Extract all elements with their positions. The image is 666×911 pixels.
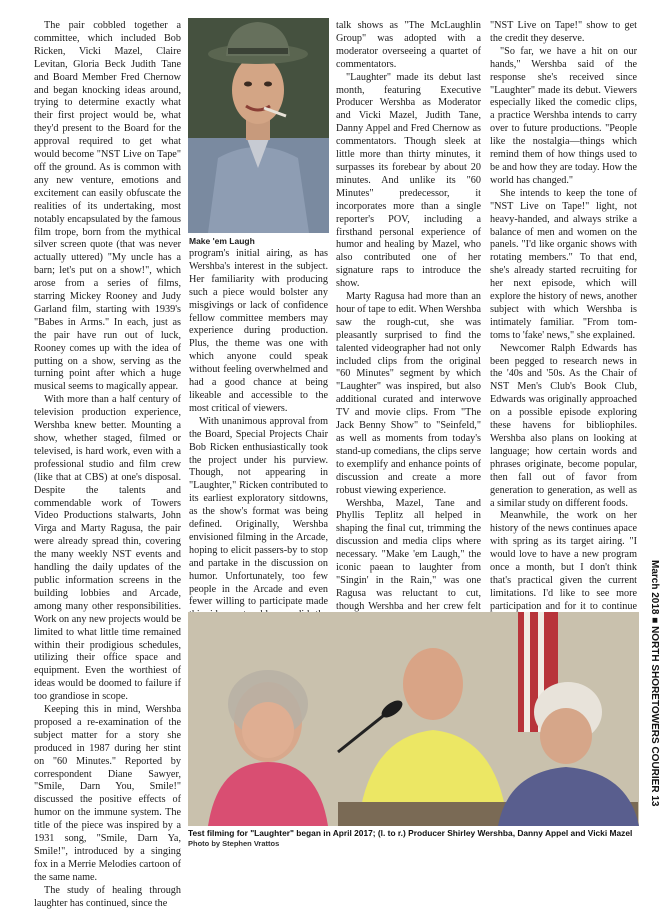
page-footer	[648, 560, 662, 840]
paragraph: Newcomer Ralph Edwards has been pegged to research news in the '40s and '50s. As the Chair of NST Men's Club's Book Club, Edwards was originally approached on a possible episode exploring these havens for bibliophiles. Wershba also plans on looking at language; how certain words and phrases originate, become popular, then fall out of favor from generation to generation, as well as a similar study on different foods.	[490, 342, 637, 509]
article-column-1	[34, 20, 181, 911]
photo-caption: Make 'em Laugh	[189, 236, 255, 246]
test-filming-photo	[188, 612, 639, 826]
paragraph: With unanimous approval from the Board, Special Projects Chair Bob Ricken enthusiastically took the project under his purview. Though, not appearing in "Laughter," Ricken contributed to its earliest exploratory sitdowns, as the show's format was being defined. Originally, Wershba envisioned filming in the Arcade, hoping to elicit passers-by to stop and partake in the discussion on humor. Unfortunately, too few people in the Arcade and even fewer willing to participate made	[189, 415, 328, 608]
caption-text: Test filming for "Laughter" began in April 2017; (l. to r.) Producer Shirley Wershba, Danny Appel and Vicki Mazel	[188, 828, 633, 838]
paragraph: Wershba, Mazel, Tane and Phyllis Teplitz all helped in shaping the final cut, trimming the discussion and media clips where necessary. "Make 'em Laugh," the iconic paean to laughter from "Singin' in the Rain," was one Ragusa was reluctant to cut, though Wershba and her crew felt	[336, 497, 481, 612]
paragraph: She intends to keep the tone of "NST Live on Tape!" light, not heavy-handed, and always strike a balance of men and women on the panels. "I'd like organic shows with rotating members." To that end, she's already started recruiting for her next episode, which will explore the history of news, another subject with which Wershba is intimately familiar. "From tom-toms to 'fake' news," she explained.	[490, 187, 637, 341]
paragraph: Marty Ragusa had more than an hour of tape to edit. When Wershba saw the rough-cut, she was pleasantly surprised to find the talented videographer had not only included clips from the original "60 Minutes" segment by which "Laughter" was inspired, but also additional curated and interwove TV and movie clips. From "The Jack Benny Show" to "Seinfeld," as well as moments from today's stand-up comedians, the clips serve to exemplify and enhance points of discussion and create a more robust viewing experience.	[336, 291, 481, 496]
paragraph: talk shows as "The McLaughlin Group" was adopted with a moderator overseeing a quartet of commentators.	[336, 20, 481, 70]
make-em-laugh-photo	[188, 18, 329, 233]
paragraph: program's initial airing, as has Wershba's interest in the subject. Her familiarity with producing such a piece would bolster any misgivings or lack of confidence fellow committee members may experience during production. Plus, the theme was one with which anyone could speak without feeling overwhelmed and had a good chance at being likeable and accessible to the most critical of viewers.	[189, 248, 328, 414]
paragraph: With more than a half century of television production experience, Wershba knew better. Mounting a show, whether staged, filmed or televised, is hard work, even with a professional studio and film crew (like that at CBS) at one's disposal. Despite the talents and commendable work of Towers Video Productions stalwarts, John Virga and Marty Ragusa, the pair were already spread thin, covering the many weekly NST events and handling the daily updates of the public information screens in the building lobbies and Arcade, among many other responsibilities. Work on any new projects would be limited to what little time remained within their prodigious schedules, utilizing their office space and equipment. Even the worthiest of ideas would be doomed to failure if too grandiose in scope.	[34, 394, 181, 703]
paragraph: The pair cobbled together a committee, which included Bob Ricken, Vicki Mazel, Claire Levitan, Gloria Beck Judith Tane and Board Member Fred Chernow and began knocking ideas around, trying to determine exactly what their first project would be, what they'd present to the Board for the approval required to get what would become "NST Live on Tape" off the ground. As is common with any new venture, emotions and excitement can easily obfuscate the realities of its undertaking, most notably encapsulated by the famous film trope, born from the mythical silver screen quote (that was never actually uttered) "My uncle has a barn; let's put on a show!", which arose from a series of films, starring Mickey Rooney and Judy Garland film, starting with 1939's "Babes in Arms." In each, just as the pair have run out of luck, Rooney comes up with the idea of putting on a show, serving as the turning point after which a huge musical seems to magically appear.	[34, 20, 181, 393]
footer-text: March 2018 ■ NORTH SHORETOWERS COURIER 13	[649, 560, 660, 807]
paragraph: "So far, we have a hit on our hands," Wershba said of the response she's received since "Laughter" made its debut. Viewers especially liked the comedic clips, a practice Wershba intends to carry over to future productions. "People like the nostalgia—things which remind them of how things used to be and how they are today. How the world has changed."	[490, 45, 637, 186]
paragraph: "Laughter" made its debut last month, featuring Executive Producer Wershba as Moderator and Vicki Mazel, Judith Tane, Danny Appel and Fred Chernow as commentators. Though sleek at little more than thirty minutes, it surpasses its forebear by about 20 minutes. And unlike its "60 Minutes" predecessor, it incorporates more than a single reporter's POV, including a firsthand personal experience of humor and healing by Mazel, who also contributed one of her signature raps to introduce the show.	[336, 71, 481, 290]
paragraph: Keeping this in mind, Wershba proposed a re-examination of the subject matter for a story she produced in 1987 during her stint on "60 Minutes." Reported by correspondent Diane Sawyer, "Smile, Darn You, Smile!" discussed the positive effects of humor on the immune system. The title of the piece was inspired by a 1931 song, "Smile, Darn Ya, Smile!", introduced by a singing fox in a Merrie Melodies cartoon of the same name.	[34, 704, 181, 883]
article-column-4	[490, 20, 637, 678]
paragraph: "NST Live on Tape!" show to get the credit they deserve.	[490, 20, 637, 44]
three-people-at-table-illustration	[188, 612, 639, 826]
paragraph: The study of healing through laughter has continued, since the	[34, 884, 181, 909]
man-with-hat-illustration	[188, 18, 329, 233]
photo-credit: Photo by Stephen Vrattos	[188, 839, 280, 848]
paragraph: Meanwhile, the work on her history of the news continues apace with spring as its target airing. "I would love to have a new program once a month, but I don't think that's practical given the current limitations. I'd like to see more participation and for it to continue	[490, 510, 637, 612]
